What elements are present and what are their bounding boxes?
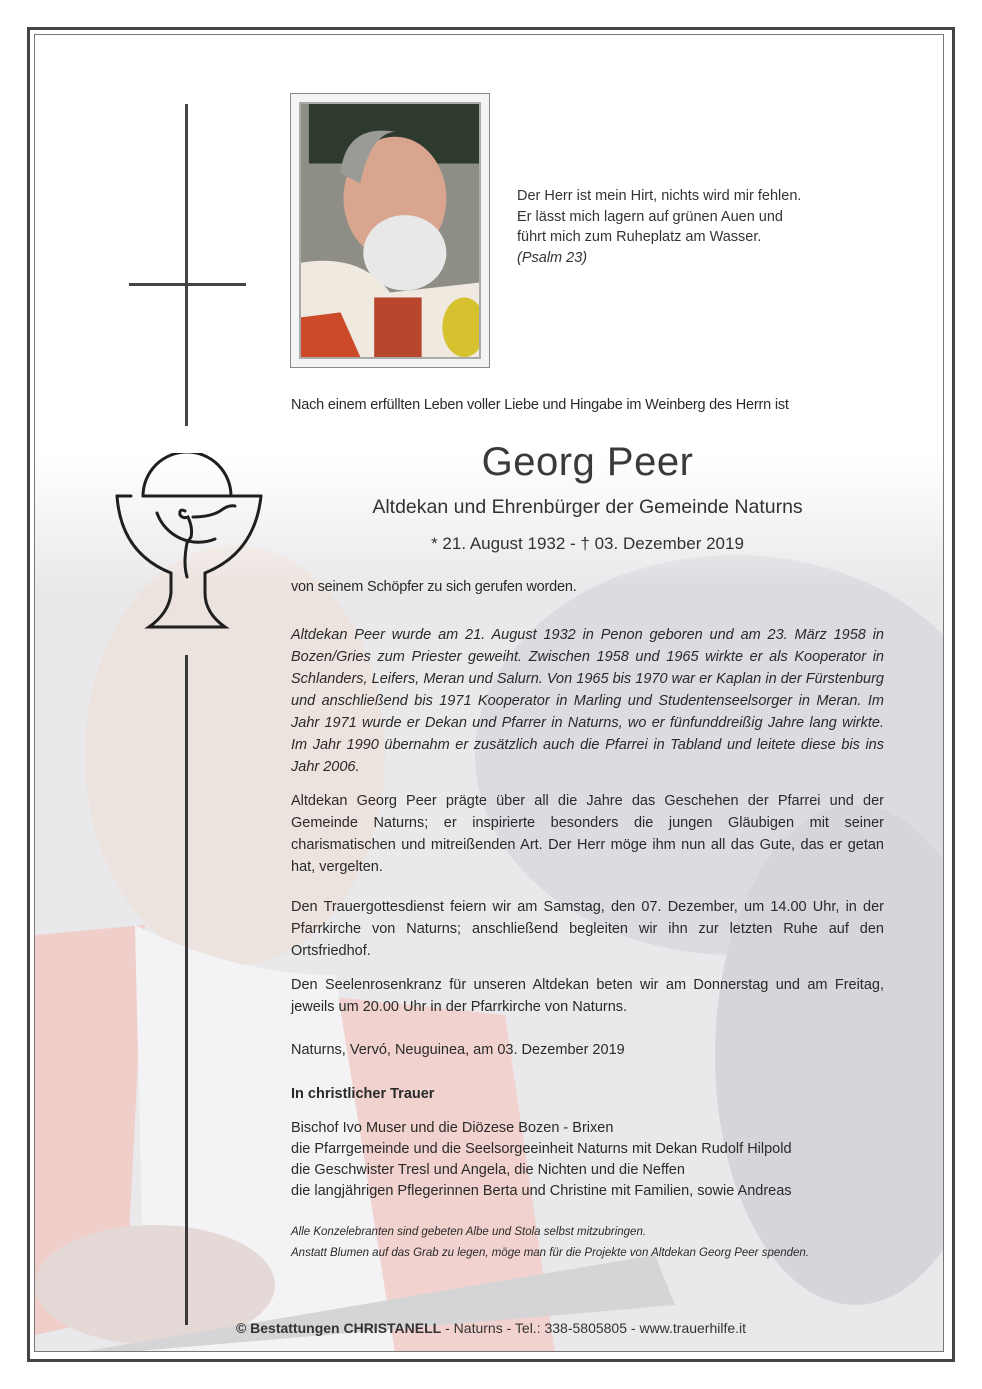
footer-separator: -	[502, 1320, 515, 1336]
psalm-line: Der Herr ist mein Hirt, nichts wird mir fehlen.	[517, 188, 802, 204]
psalm-reference: (Psalm 23)	[517, 249, 588, 266]
footer-phone: Tel.: 338-5805805	[514, 1320, 627, 1336]
psalm-line: führt mich zum Ruheplatz am Wasser.	[517, 229, 762, 245]
mourners-list	[291, 1118, 884, 1202]
chalice-icon	[113, 453, 263, 631]
mourning-heading: In christlicher Trauer	[291, 1086, 435, 1102]
footer-town: Naturns	[453, 1320, 503, 1336]
mourner-line: die Pfarrgemeinde und die Seelsorgeeinheit Naturns mit Dekan Rudolf Hilpold	[291, 1141, 792, 1157]
rosary-paragraph: Den Seelenrosenkranz für unseren Altdekan beten wir am Donnerstag und am Freitag, jeweils um 20.00 Uhr in der Pfarrkirche von Naturns.	[291, 977, 884, 1015]
psalm-line: Er lässt mich lagern auf grünen Auen und	[517, 208, 783, 225]
footer-credit	[0, 1320, 982, 1336]
note-line: Alle Konzelebranten sind gebeten Albe und Stola selbst mitzubringen.	[291, 1226, 647, 1238]
funeral-service-paragraph: Den Trauergottesdienst feiern wir am Samstag, den 07. Dezember, um 14.00 Uhr, in der Pfarrkirche von Naturns; anschließend begleiten wir ihn zur letzten Ruhe auf den Ortsfriedhof.	[291, 899, 884, 959]
portrait-photo	[301, 104, 479, 357]
mourner-line: Bischof Ivo Muser und die Diözese Bozen - Brixen	[291, 1120, 614, 1136]
intro-text: Nach einem erfüllten Leben voller Liebe und Hingabe im Weinberg des Herrn ist	[291, 397, 789, 413]
mourner-line: die langjährigen Pflegerinnen Berta und Christine mit Familien, sowie Andreas	[291, 1183, 792, 1199]
called-text: von seinem Schöpfer zu sich gerufen worden.	[291, 579, 577, 595]
deceased-title: Altdekan und Ehrenbürger der Gemeinde Naturns	[372, 496, 803, 518]
footer-separator: -	[627, 1320, 640, 1336]
life-dates: * 21. August 1932 - † 03. Dezember 2019	[431, 534, 744, 553]
cross-icon	[185, 104, 188, 426]
footer-copyright: © Bestattungen CHRISTANELL	[235, 1320, 442, 1336]
portrait-photo-frame	[290, 93, 490, 368]
notes	[291, 1222, 884, 1264]
note-line: Anstatt Blumen auf das Grab zu legen, möge man für die Projekte von Altdekan Georg Peer spenden.	[291, 1247, 810, 1259]
place-date: Naturns, Vervó, Neuguinea, am 03. Dezember 2019	[291, 1042, 625, 1058]
footer-website[interactable]: www.trauerhilfe.it	[639, 1320, 747, 1336]
cross-icon-bar	[129, 283, 246, 286]
psalm-quote	[517, 186, 801, 268]
deceased-name: Georg Peer	[481, 440, 694, 484]
footer-separator: -	[441, 1320, 454, 1336]
decorative-vertical-line	[185, 655, 188, 1325]
tribute-paragraph: Altdekan Georg Peer prägte über all die Jahre das Geschehen der Pfarrei und der Gemeinde Naturns; er inspirierte besonders die jungen Gläubigen mit seiner charismatischen und mitreißenden Art. Der Herr möge ihm nun all das Gute, das er getan hat, vergelten.	[291, 793, 884, 875]
biography-paragraph: Altdekan Peer wurde am 21. August 1932 in Penon geboren und am 23. März 1958 in Bozen/Gries zum Priester geweiht. Zwischen 1958 und 1965 wirkte er als Kooperator in Schlanders, Leifers, Meran und Salurn. Von 1965 bis 1970 war er Kaplan in der Fürstenburg und anschließend bis 1971 Kooperator in Marling und Studentenseelsorger in Meran. Im Jahr 1971 wurde er Dekan und Pfarrer in Naturns, wo er fünfunddreißig Jahre lang wirkte. Im Jahr 1990 übernahm er zusätzlich auch die Pfarrei in Tabland und leitete diese bis ins Jahr 2006.	[291, 627, 884, 775]
mourner-line: die Geschwister Tresl und Angela, die Nichten und die Neffen	[291, 1162, 685, 1178]
